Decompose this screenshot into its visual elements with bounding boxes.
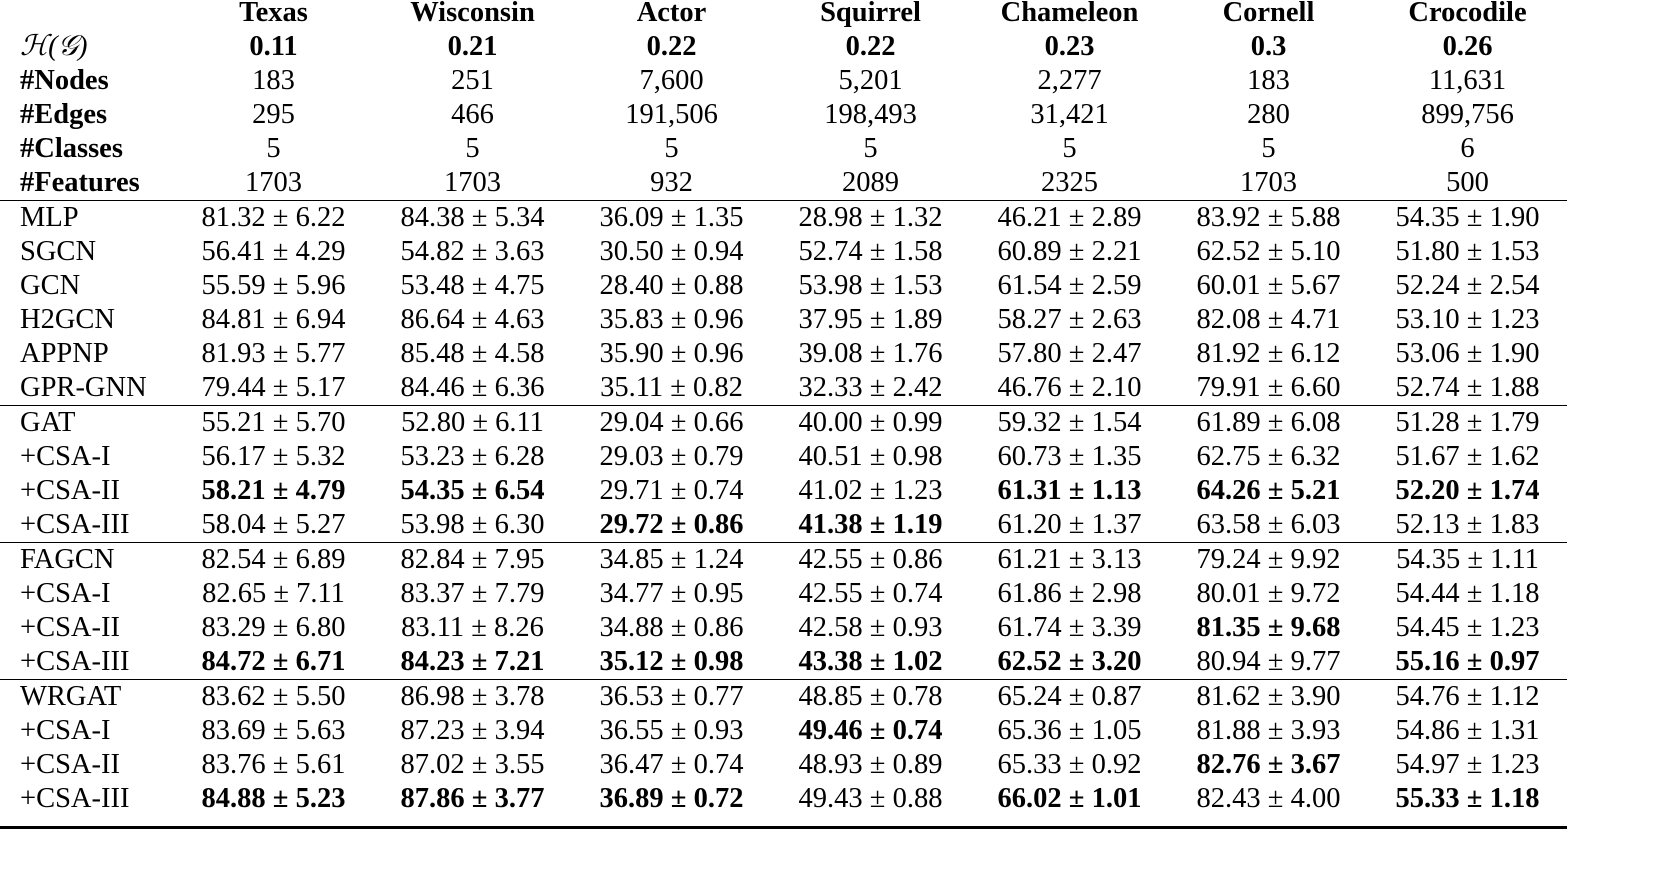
table-row bbox=[0, 645, 1567, 680]
result-cell: 58.27 ± 2.63 bbox=[997, 304, 1142, 335]
result-cell: 55.33 ± 1.18 bbox=[1368, 782, 1567, 828]
result-cell: 51.67 ± 1.62 bbox=[1395, 441, 1540, 472]
result-cell: 64.26 ± 5.21 bbox=[1196, 475, 1341, 506]
result-cell: 54.44 ± 1.18 bbox=[1395, 578, 1540, 609]
column-header: Cornell bbox=[1222, 0, 1315, 28]
result-cell: 65.36 ± 1.05 bbox=[997, 715, 1142, 746]
result-cell: 53.10 ± 1.23 bbox=[1395, 304, 1540, 335]
stat-value: 191,506 bbox=[625, 99, 718, 130]
result-cell: 86.98 ± 3.78 bbox=[373, 680, 572, 715]
result-cell: 43.38 ± 1.02 bbox=[798, 646, 943, 677]
result-cell: 57.80 ± 2.47 bbox=[997, 338, 1142, 369]
table-row bbox=[0, 337, 1567, 371]
result-cell: 82.43 ± 4.00 bbox=[1169, 782, 1368, 828]
stat-value: 1703 bbox=[245, 167, 302, 198]
result-cell: 62.75 ± 6.32 bbox=[1196, 441, 1341, 472]
method-label: +CSA-I bbox=[20, 578, 111, 609]
stat-label: #Edges bbox=[20, 99, 108, 130]
result-cell: 48.85 ± 0.78 bbox=[771, 680, 970, 715]
method-label: GCN bbox=[20, 270, 81, 301]
stat-value: 7,600 bbox=[639, 65, 704, 96]
stat-value: 5 bbox=[664, 133, 679, 164]
table-row bbox=[0, 269, 1567, 303]
stat-value: 0.22 bbox=[845, 31, 896, 62]
stat-row bbox=[0, 132, 1567, 166]
result-cell: 53.06 ± 1.90 bbox=[1395, 338, 1540, 369]
table-row bbox=[0, 680, 1567, 715]
result-cell: 83.69 ± 5.63 bbox=[201, 715, 346, 746]
result-cell: 52.20 ± 1.74 bbox=[1395, 475, 1540, 506]
stat-value: 5 bbox=[1062, 133, 1077, 164]
table-row bbox=[0, 201, 1567, 236]
stat-value: 1703 bbox=[1240, 167, 1297, 198]
stat-value: 11,631 bbox=[1428, 65, 1507, 96]
result-cell: 83.76 ± 5.61 bbox=[201, 749, 346, 780]
result-cell: 36.89 ± 0.72 bbox=[572, 782, 771, 828]
result-cell: 84.38 ± 5.34 bbox=[373, 201, 572, 236]
result-cell: 55.59 ± 5.96 bbox=[201, 270, 346, 301]
result-cell: 46.76 ± 2.10 bbox=[997, 372, 1142, 403]
table-row bbox=[0, 577, 1567, 611]
result-cell: 82.54 ± 6.89 bbox=[174, 543, 373, 578]
result-cell: 36.53 ± 0.77 bbox=[572, 680, 771, 715]
result-cell: 46.21 ± 2.89 bbox=[970, 201, 1169, 236]
table-row bbox=[0, 406, 1567, 441]
stat-value: 183 bbox=[1247, 65, 1290, 96]
result-cell: 41.02 ± 1.23 bbox=[798, 475, 943, 506]
stat-value: 2089 bbox=[842, 167, 899, 198]
result-cell: 83.92 ± 5.88 bbox=[1169, 201, 1368, 236]
result-cell: 58.21 ± 4.79 bbox=[201, 475, 346, 506]
method-label: +CSA-I bbox=[20, 441, 111, 472]
method-label: +CSA-II bbox=[20, 749, 120, 780]
result-cell: 58.04 ± 5.27 bbox=[201, 509, 346, 540]
method-label: +CSA-III bbox=[0, 782, 174, 828]
result-cell: 82.08 ± 4.71 bbox=[1196, 304, 1341, 335]
result-cell: 35.11 ± 0.82 bbox=[600, 372, 743, 403]
result-cell: 80.94 ± 9.77 bbox=[1196, 646, 1341, 677]
method-label: APPNP bbox=[20, 338, 109, 369]
table-row bbox=[0, 235, 1567, 269]
result-cell: 54.35 ± 1.11 bbox=[1368, 543, 1567, 578]
stat-value: 295 bbox=[252, 99, 295, 130]
result-cell: 54.97 ± 1.23 bbox=[1395, 749, 1540, 780]
result-cell: 52.13 ± 1.83 bbox=[1395, 509, 1540, 540]
result-cell: 79.91 ± 6.60 bbox=[1196, 372, 1341, 403]
result-cell: 60.89 ± 2.21 bbox=[997, 236, 1142, 267]
stat-value: 0.23 bbox=[1044, 31, 1095, 62]
result-cell: 53.23 ± 6.28 bbox=[400, 441, 545, 472]
stat-value: 932 bbox=[650, 167, 693, 198]
corner-cell bbox=[0, 0, 174, 30]
column-header: Squirrel bbox=[820, 0, 921, 28]
result-cell: 53.98 ± 6.30 bbox=[400, 509, 545, 540]
result-cell: 40.51 ± 0.98 bbox=[798, 441, 943, 472]
method-label: +CSA-I bbox=[20, 715, 111, 746]
stat-value: 2325 bbox=[1041, 167, 1098, 198]
table-row bbox=[0, 543, 1567, 578]
result-cell: 29.71 ± 0.74 bbox=[599, 475, 744, 506]
result-cell: 85.48 ± 4.58 bbox=[400, 338, 545, 369]
method-label: FAGCN bbox=[0, 543, 174, 578]
result-cell: 61.89 ± 6.08 bbox=[1169, 406, 1368, 441]
stat-value: 466 bbox=[451, 99, 494, 130]
result-cell: 83.62 ± 5.50 bbox=[174, 680, 373, 715]
result-cell: 29.72 ± 0.86 bbox=[599, 509, 744, 540]
result-cell: 56.41 ± 4.29 bbox=[201, 236, 346, 267]
result-cell: 40.00 ± 0.99 bbox=[771, 406, 970, 441]
result-cell: 42.58 ± 0.93 bbox=[798, 612, 943, 643]
column-header: Wisconsin bbox=[410, 0, 535, 28]
result-cell: 81.35 ± 9.68 bbox=[1196, 612, 1341, 643]
result-cell: 41.38 ± 1.19 bbox=[798, 509, 943, 540]
stat-label: #Nodes bbox=[20, 65, 109, 96]
result-cell: 59.32 ± 1.54 bbox=[970, 406, 1169, 441]
result-cell: 84.72 ± 6.71 bbox=[201, 646, 346, 677]
result-cell: 36.55 ± 0.93 bbox=[599, 715, 744, 746]
result-cell: 53.48 ± 4.75 bbox=[400, 270, 545, 301]
result-cell: 39.08 ± 1.76 bbox=[798, 338, 943, 369]
result-cell: 83.37 ± 7.79 bbox=[400, 578, 545, 609]
result-cell: 52.74 ± 1.58 bbox=[798, 236, 943, 267]
result-cell: 61.31 ± 1.13 bbox=[997, 475, 1142, 506]
result-cell: 37.95 ± 1.89 bbox=[798, 304, 943, 335]
method-label: SGCN bbox=[20, 236, 97, 267]
stat-label: #Features bbox=[20, 167, 140, 198]
result-cell: 81.92 ± 6.12 bbox=[1196, 338, 1341, 369]
column-header: Chameleon bbox=[1000, 0, 1139, 28]
table-row bbox=[0, 714, 1567, 748]
result-cell: 83.11 ± 8.26 bbox=[401, 612, 544, 643]
result-cell: 55.21 ± 5.70 bbox=[174, 406, 373, 441]
stat-value: 5 bbox=[465, 133, 480, 164]
stat-value: 280 bbox=[1247, 99, 1290, 130]
result-cell: 34.88 ± 0.86 bbox=[599, 612, 744, 643]
result-cell: 56.17 ± 5.32 bbox=[201, 441, 346, 472]
result-cell: 81.32 ± 6.22 bbox=[174, 201, 373, 236]
result-cell: 42.55 ± 0.74 bbox=[798, 578, 943, 609]
stat-value: 183 bbox=[252, 65, 295, 96]
stat-value: 899,756 bbox=[1421, 99, 1514, 130]
result-cell: 63.58 ± 6.03 bbox=[1196, 509, 1341, 540]
result-cell: 61.21 ± 3.13 bbox=[970, 543, 1169, 578]
method-label: GAT bbox=[0, 406, 174, 441]
stat-value: 5 bbox=[266, 133, 281, 164]
table-row bbox=[0, 508, 1567, 543]
result-cell: 54.86 ± 1.31 bbox=[1395, 715, 1540, 746]
table-row bbox=[0, 371, 1567, 406]
result-cell: 61.20 ± 1.37 bbox=[997, 509, 1142, 540]
result-cell: 34.77 ± 0.95 bbox=[599, 578, 744, 609]
result-cell: 42.55 ± 0.86 bbox=[771, 543, 970, 578]
result-cell: 84.23 ± 7.21 bbox=[400, 646, 545, 677]
result-cell: 65.33 ± 0.92 bbox=[997, 749, 1142, 780]
stat-value: 198,493 bbox=[824, 99, 917, 130]
result-cell: 84.46 ± 6.36 bbox=[400, 372, 545, 403]
result-cell: 30.50 ± 0.94 bbox=[599, 236, 744, 267]
result-cell: 55.16 ± 0.97 bbox=[1395, 646, 1540, 677]
result-cell: 52.24 ± 2.54 bbox=[1395, 270, 1540, 301]
stat-value: 0.22 bbox=[646, 31, 697, 62]
table-row bbox=[0, 782, 1567, 828]
result-cell: 60.01 ± 5.67 bbox=[1196, 270, 1341, 301]
result-cell: 54.35 ± 6.54 bbox=[400, 475, 545, 506]
result-cell: 49.46 ± 0.74 bbox=[798, 715, 943, 746]
table-row bbox=[0, 440, 1567, 474]
result-cell: 83.29 ± 6.80 bbox=[201, 612, 346, 643]
method-label: GPR-GNN bbox=[20, 372, 147, 403]
result-cell: 61.74 ± 3.39 bbox=[997, 612, 1142, 643]
method-label: +CSA-III bbox=[20, 509, 130, 540]
column-header: Texas bbox=[239, 0, 308, 28]
stat-row bbox=[0, 98, 1567, 132]
result-cell: 29.04 ± 0.66 bbox=[572, 406, 771, 441]
result-cell: 61.54 ± 2.59 bbox=[997, 270, 1142, 301]
method-label: +CSA-II bbox=[20, 612, 120, 643]
result-cell: 53.98 ± 1.53 bbox=[798, 270, 943, 301]
result-cell: 35.83 ± 0.96 bbox=[599, 304, 744, 335]
result-cell: 35.90 ± 0.96 bbox=[599, 338, 744, 369]
result-cell: 87.86 ± 3.77 bbox=[373, 782, 572, 828]
result-cell: 28.40 ± 0.88 bbox=[599, 270, 744, 301]
result-cell: 28.98 ± 1.32 bbox=[771, 201, 970, 236]
table-row bbox=[0, 303, 1567, 337]
result-cell: 61.86 ± 2.98 bbox=[997, 578, 1142, 609]
stat-row bbox=[0, 30, 1567, 64]
result-cell: 34.85 ± 1.24 bbox=[572, 543, 771, 578]
result-cell: 82.84 ± 7.95 bbox=[373, 543, 572, 578]
result-cell: 49.43 ± 0.88 bbox=[771, 782, 970, 828]
result-cell: 81.93 ± 5.77 bbox=[201, 338, 346, 369]
result-cell: 54.76 ± 1.12 bbox=[1368, 680, 1567, 715]
stat-value: 5 bbox=[863, 133, 878, 164]
stat-label: #Classes bbox=[20, 133, 123, 164]
result-cell: 86.64 ± 4.63 bbox=[400, 304, 545, 335]
result-cell: 60.73 ± 1.35 bbox=[997, 441, 1142, 472]
stat-value: 0.11 bbox=[249, 31, 298, 62]
method-label: +CSA-III bbox=[20, 646, 130, 677]
column-header: Actor bbox=[636, 0, 707, 28]
result-cell: 29.03 ± 0.79 bbox=[599, 441, 744, 472]
result-cell: 87.02 ± 3.55 bbox=[400, 749, 545, 780]
stat-value: 2,277 bbox=[1037, 65, 1102, 96]
table-row bbox=[0, 611, 1567, 645]
method-label: MLP bbox=[0, 201, 174, 236]
result-cell: 80.01 ± 9.72 bbox=[1196, 578, 1341, 609]
stat-value: 500 bbox=[1446, 167, 1489, 198]
result-cell: 54.35 ± 1.90 bbox=[1368, 201, 1567, 236]
result-cell: 52.74 ± 1.88 bbox=[1395, 372, 1540, 403]
stat-value: 1703 bbox=[444, 167, 501, 198]
result-cell: 87.23 ± 3.94 bbox=[400, 715, 545, 746]
stat-value: 0.21 bbox=[447, 31, 498, 62]
result-cell: 82.76 ± 3.67 bbox=[1196, 749, 1341, 780]
stat-row bbox=[0, 166, 1567, 201]
result-cell: 81.62 ± 3.90 bbox=[1169, 680, 1368, 715]
stat-value: 0.26 bbox=[1442, 31, 1493, 62]
stat-label: ℋ(𝒢) bbox=[20, 31, 88, 62]
result-cell: 84.81 ± 6.94 bbox=[201, 304, 346, 335]
result-cell: 79.44 ± 5.17 bbox=[201, 372, 346, 403]
stat-row bbox=[0, 64, 1567, 98]
result-cell: 48.93 ± 0.89 bbox=[798, 749, 943, 780]
stat-value: 251 bbox=[451, 65, 494, 96]
result-cell: 82.65 ± 7.11 bbox=[202, 578, 345, 609]
column-header: Crocodile bbox=[1408, 0, 1527, 28]
result-cell: 51.28 ± 1.79 bbox=[1368, 406, 1567, 441]
result-cell: 62.52 ± 3.20 bbox=[997, 646, 1142, 677]
result-cell: 65.24 ± 0.87 bbox=[970, 680, 1169, 715]
table-row bbox=[0, 474, 1567, 508]
result-cell: 35.12 ± 0.98 bbox=[599, 646, 744, 677]
stat-value: 5 bbox=[1261, 133, 1276, 164]
stat-value: 5,201 bbox=[838, 65, 903, 96]
table-row bbox=[0, 748, 1567, 782]
result-cell: 51.80 ± 1.53 bbox=[1395, 236, 1540, 267]
method-label: WRGAT bbox=[0, 680, 174, 715]
method-label: +CSA-II bbox=[20, 475, 120, 506]
result-cell: 36.09 ± 1.35 bbox=[572, 201, 771, 236]
result-cell: 81.88 ± 3.93 bbox=[1196, 715, 1341, 746]
result-cell: 62.52 ± 5.10 bbox=[1196, 236, 1341, 267]
result-cell: 52.80 ± 6.11 bbox=[373, 406, 572, 441]
stat-value: 0.3 bbox=[1250, 31, 1287, 62]
result-cell: 79.24 ± 9.92 bbox=[1169, 543, 1368, 578]
result-cell: 54.82 ± 3.63 bbox=[400, 236, 545, 267]
stat-value: 6 bbox=[1460, 133, 1475, 164]
column-header-row bbox=[0, 0, 1567, 30]
result-cell: 36.47 ± 0.74 bbox=[599, 749, 744, 780]
result-cell: 54.45 ± 1.23 bbox=[1395, 612, 1540, 643]
stat-value: 31,421 bbox=[1030, 99, 1109, 130]
result-cell: 66.02 ± 1.01 bbox=[970, 782, 1169, 828]
result-cell: 32.33 ± 2.42 bbox=[798, 372, 943, 403]
result-cell: 84.88 ± 5.23 bbox=[174, 782, 373, 828]
method-label: H2GCN bbox=[20, 304, 116, 335]
